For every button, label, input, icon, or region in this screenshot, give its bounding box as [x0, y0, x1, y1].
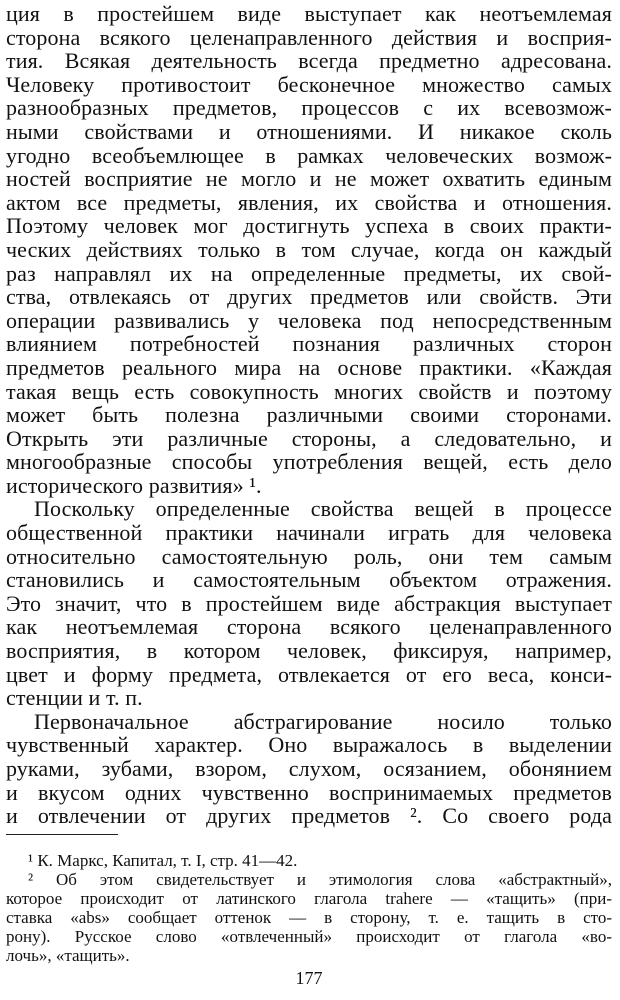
- footnote-line: ставка «abs» сообщает оттенок — в сторону, т. е. тащить в сто-: [6, 908, 612, 927]
- text-line: ческих действиях только в том случае, когда он каждый: [6, 236, 612, 262]
- text-line: общественной практики начинали играть для человека: [6, 520, 612, 546]
- text-line: становились и самостоятельным объектом отражения.: [6, 567, 612, 593]
- paragraph-first-line: Первоначальное абстрагирование носило только: [34, 708, 612, 734]
- footnote-line: которое происходит от латинского глагола trahere — «тащить» (при-: [6, 889, 612, 908]
- text-line: влиянием потребностей познания различных сторон: [6, 331, 612, 357]
- text-line: ностей восприятие не могло и не может охватить единым: [6, 166, 612, 192]
- text-line: предметов реального мира на основе практики. «Каждая: [6, 354, 612, 380]
- text-line: ция в простейшем виде выступает как неотъемлемая: [6, 1, 612, 26]
- text-line: ными свойствами и отношениями. И никакое сколь: [6, 118, 612, 144]
- text-line: операции развивались у человека под непосредственным: [6, 307, 612, 333]
- text-line: может быть полезна различными своими сторонами.: [6, 402, 612, 428]
- footnote-line: ¹ К. Маркс, Капитал, т. I, стр. 41—42.: [28, 851, 298, 870]
- text-line: чувственный характер. Оно выражалось в выделении: [6, 732, 612, 758]
- footnotes: [6, 851, 612, 965]
- text-line: Это значит, что в простейшем виде абстракция выступает: [6, 590, 612, 616]
- text-line: угодно всеобъемлющее в рамках человеческих возмож-: [6, 142, 612, 168]
- text-line: цвет и форму предмета, отвлекается от его веса, конси-: [6, 661, 612, 687]
- text-line: сторона всякого целенаправленного действия и восприя-: [6, 24, 612, 50]
- text-line: Человеку противостоит бесконечное множество самых: [6, 71, 612, 97]
- text-line: стенции и т. п.: [6, 685, 143, 711]
- text-line: тия. Всякая деятельность всегда предметно адресована.: [6, 48, 612, 74]
- text-line: как неотъемлемая сторона всякого целенаправленного: [6, 614, 612, 640]
- text-line: исторического развития» ¹.: [6, 472, 262, 498]
- book-page: [6, 0, 612, 1000]
- text-line: и отвлечении от других предметов ². Со своего рода: [6, 803, 612, 829]
- main-text: [6, 2, 612, 828]
- text-line: и вкусом одних чувственно воспринимаемых предметов: [6, 779, 612, 805]
- text-line: относительно самостоятельную роль, они тем самым: [6, 543, 612, 569]
- text-line: руками, зубами, взором, слухом, осязанием, обонянием: [6, 756, 612, 781]
- text-line: раз направлял их на определенные предметы, их свой-: [6, 260, 612, 286]
- text-line: восприятия, в котором человек, фиксируя, например,: [6, 638, 612, 664]
- text-line: Открыть эти различные стороны, а следовательно, и: [6, 425, 612, 451]
- paragraph-first-line: Поскольку определенные свойства вещей в процессе: [34, 496, 612, 522]
- text-line: Поэтому человек мог достигнуть успеха в своих практи-: [6, 213, 612, 239]
- text-line: такая вещь есть совокупность многих свойств и поэтому: [6, 378, 612, 404]
- text-line: актом все предметы, явления, их свойства и отношения.: [6, 189, 612, 215]
- text-line: ства, отвлекаясь от других предметов или свойств. Эти: [6, 284, 612, 310]
- footnote-divider: [6, 834, 118, 835]
- text-line: разнообразных предметов, процессов с их всевозмож-: [6, 95, 612, 121]
- text-line: многообразные способы употребления вещей, есть дело: [6, 449, 612, 475]
- footnote-line: рону). Русское слово «отвлеченный» происходит от глагола «во-: [6, 927, 612, 946]
- page-number: 177: [295, 968, 323, 988]
- footnote-line: лочь», «тащить».: [6, 946, 130, 965]
- footnote-line: ² Об этом свидетельствует и этимология слова «абстрактный»,: [28, 870, 612, 889]
